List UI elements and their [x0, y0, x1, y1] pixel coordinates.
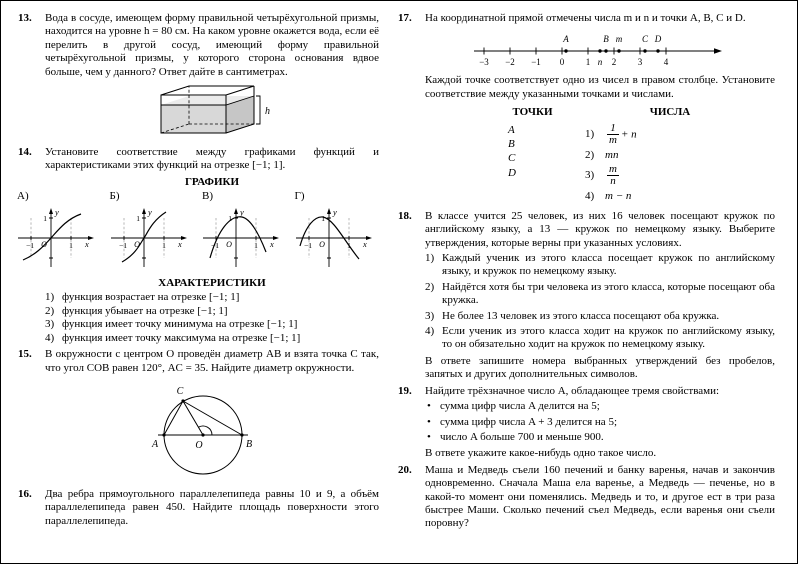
problem-16: [15, 488, 379, 528]
bullet-icon: •: [427, 400, 431, 413]
characteristic-item: [45, 305, 379, 318]
tick-label: 2: [611, 57, 617, 68]
problem-17-instruction: Каждой точке соответствует одно из чисел в правом столбце. Установите соответствие между указанными точками и числами.: [425, 74, 775, 100]
characteristic-text: функция возрастает на отрезке [−1; 1]: [62, 291, 240, 304]
problem-17-text: [425, 12, 775, 207]
statement-text: Найдётся хотя бы три человека из этого класса, которые посещают оба кружка.: [442, 280, 775, 307]
number-item-label: 2): [585, 148, 595, 161]
statement-number: 2): [425, 280, 435, 293]
problem-20-number: 20.: [398, 463, 412, 476]
point-item: A: [508, 123, 515, 136]
bullet-text: число A больше 700 и меньше 900.: [440, 430, 604, 443]
tick-y1: 1: [43, 213, 47, 223]
number-item: [585, 164, 755, 188]
bullet-icon: •: [427, 415, 431, 428]
problem-18-number: 18.: [398, 209, 412, 222]
tick-y1: 1: [320, 213, 325, 223]
tick-label: 0: [559, 57, 565, 68]
problem-17-statement: На координатной прямой отмечены числа m и n и точки A, B, C и D.: [425, 12, 746, 24]
origin-label: O: [318, 239, 325, 249]
tick-y1: 1: [135, 213, 140, 223]
tick-label: −1: [531, 57, 541, 68]
characteristic-number: 4): [45, 331, 55, 344]
problem-16-number: 16.: [18, 487, 32, 500]
point-d-label: D: [654, 34, 662, 45]
axis-x-label: x: [362, 238, 367, 249]
graph-label-a: А): [17, 190, 29, 203]
function-graph-g: [293, 204, 375, 270]
function-graph-b: [108, 204, 190, 270]
problem-15-statement: В окружности с центром O проведён диаметр AB и взята точка C так, что угол COB равен 120°, AC = 35. Найдите диаметр окружности.: [45, 348, 379, 374]
problem-17: [395, 12, 775, 207]
statement-item: [425, 310, 775, 323]
axis-y-label: y: [147, 206, 152, 217]
problem-20-text: Маша и Медведь съели 160 печений и банку варенья, начав и закончив одновременно. Сначала Маша ела варенье, а Медведь — печенье, но в какой-то момент они поменялись. Медведь и то, и другое ест в три раза быстрее Маши. Сколько печений съел Медведь, если варенья они съели поровну?: [425, 463, 775, 530]
graph-label-v: В): [202, 190, 213, 203]
statement-item: [425, 252, 775, 279]
origin-label: O: [226, 239, 232, 249]
point-m-label: m: [615, 34, 623, 45]
point-b-label: B: [603, 34, 609, 45]
graph-label-b: Б): [109, 190, 120, 203]
statement-item: [425, 325, 775, 352]
characteristics-section-title: ХАРАКТЕРИСТИКИ: [158, 277, 266, 290]
numbers-header: ЧИСЛА: [649, 106, 691, 119]
tick-pos1: 1: [346, 240, 351, 250]
tick-neg1: −1: [118, 240, 127, 250]
characteristic-item: [45, 291, 379, 304]
fraction: $\frac{m}{n}$: [609, 162, 617, 188]
tick-y1: 1: [228, 213, 232, 223]
problem-14-number: 14.: [18, 146, 32, 159]
tick-neg1: −1: [303, 240, 312, 250]
statement-text: Не более 13 человек из этого класса посещают оба кружка.: [442, 309, 720, 322]
number-item-expression: [605, 164, 621, 188]
problem-17-number: 17.: [398, 12, 412, 24]
circle-point-c-label: C: [176, 385, 184, 397]
tick-pos1: 1: [69, 240, 73, 250]
bullet-item: [425, 431, 775, 444]
circle-point-b-label: B: [245, 438, 253, 450]
graph-cell-b: [108, 190, 195, 274]
problem-19-statement: Найдите трёхзначное число A, обладающее тремя свойствами:: [425, 384, 720, 397]
characteristic-text: функция имеет точку минимума на отрезке [−1; 1]: [62, 318, 298, 331]
point-item: C: [508, 152, 516, 165]
problem-15: [15, 348, 379, 485]
characteristic-number: 3): [45, 318, 55, 331]
number-item: [585, 123, 755, 147]
number-item-label: 3): [585, 169, 595, 182]
characteristic-item: [45, 332, 379, 345]
statement-number: 1): [425, 252, 435, 265]
number-item-label: 1): [585, 127, 595, 140]
origin-label: O: [41, 239, 47, 249]
characteristic-number: 1): [45, 291, 55, 304]
points-column: [480, 106, 585, 205]
statement-text: Каждый ученик из этого класса посещает кружок по английскому языку, и кружок по немецкому языку.: [442, 252, 775, 278]
tick-label: −2: [505, 57, 515, 68]
problem-19-footer: В ответе укажите какое-нибудь одно такое число.: [425, 447, 657, 460]
tick-neg1: −1: [26, 240, 34, 250]
problem-18-statement: В классе учится 25 человек, из них 16 человек посещают кружок по английскому языку, а 13 — кружок по немецкому языку. Выберите утверждения, которые верны при указанных условиях.: [425, 209, 775, 249]
statement-number: 3): [425, 309, 435, 322]
circle-point-a-label: A: [151, 438, 159, 450]
axis-x-label: x: [177, 238, 182, 249]
match-table: [480, 106, 775, 205]
problem-13: [15, 12, 379, 143]
tick-label: 1: [585, 57, 591, 68]
bullet-item: [425, 400, 775, 413]
point-item: B: [508, 137, 515, 150]
problem-14: [15, 146, 379, 173]
tick-pos1: 1: [254, 240, 258, 250]
statement-number: 4): [425, 325, 435, 338]
characteristics-list: [45, 291, 379, 345]
graph-cell-v: [200, 190, 287, 274]
fraction: $\frac{1}{m}$: [609, 121, 617, 147]
axis-y-label: y: [332, 206, 337, 217]
circle-center-o-label: O: [195, 439, 203, 451]
problem-13-number: 13.: [18, 12, 32, 24]
bullet-text: сумма цифр числа A + 3 делится на 5;: [440, 415, 617, 428]
graphs-section-title: ГРАФИКИ: [184, 175, 240, 188]
tick-label: −3: [479, 57, 489, 68]
graphs-row: [15, 190, 379, 274]
problem-18: [395, 210, 775, 382]
graph-cell-g: [293, 190, 380, 274]
graph-label-g: Г): [294, 190, 305, 203]
number-n-label: n: [597, 57, 603, 68]
problem-19-number: 19.: [398, 384, 412, 397]
numbers-column: [585, 106, 755, 205]
problem-19: [395, 385, 775, 461]
statement-text: Если ученик из этого класса ходит на кружок по английскому языку, то он обязательно ходит на кружок по немецкому языку.: [442, 325, 775, 351]
tick-label: 4: [663, 57, 669, 68]
origin-label: O: [133, 239, 140, 249]
point-a-label: A: [563, 34, 569, 45]
point-item: D: [508, 166, 516, 179]
tick-label: 3: [637, 57, 643, 68]
characteristic-text: функция убывает на отрезке [−1; 1]: [62, 304, 228, 317]
problem-15-text: [45, 348, 379, 485]
problem-15-number: 15.: [18, 348, 32, 361]
axis-x-label: x: [270, 238, 274, 249]
characteristic-item: [45, 318, 379, 331]
tick-neg1: −1: [211, 240, 219, 250]
graph-cell-a: [15, 190, 102, 274]
number-item-expression: mn: [605, 148, 619, 161]
prism-height-label: h: [265, 106, 270, 118]
circle-figure: [127, 379, 297, 483]
problem-18-text: [425, 210, 775, 382]
prism-figure: [146, 83, 278, 141]
numberline-figure: [470, 32, 730, 70]
number-item-label: 4): [585, 189, 595, 202]
number-item-expression: $\frac{1}{m}$ + n: [609, 121, 637, 147]
points-header: ТОЧКИ: [512, 106, 553, 119]
problem-13-text: [45, 12, 379, 143]
problem-14-text: Установите соответствие между графиками функций и характеристиками этих функций на отрезке [−1; 1].: [45, 146, 379, 172]
problem-19-text: [425, 385, 775, 461]
right-column: [395, 9, 775, 559]
bullet-icon: •: [427, 430, 431, 443]
problem-13-statement: Вода в сосуде, имеющем форму правильной четырёхугольной призмы, находится на уровне h = 80 см. На каком уровне окажется вода, если её перелить в другой сосуд, имеющий форму правильной четырёхугольной призмы, у которого сторона основания вдвое больше, чем у данного? Ответ дайте в сантиметрах.: [45, 12, 379, 78]
problem-18-footer: В ответе запишите номера выбранных утверждений без пробелов, запятых и других дополнительных символов.: [425, 354, 775, 381]
function-graph-a: [15, 204, 97, 270]
point-c-label: C: [641, 34, 649, 45]
bullet-text: сумма цифр числа A делится на 5;: [440, 400, 600, 413]
characteristic-text: функция имеет точку максимума на отрезке [−1; 1]: [62, 331, 301, 344]
number-item: [585, 148, 755, 163]
axis-y-label: y: [240, 206, 244, 217]
problem-16-text: Два ребра прямоугольного параллелепипеда равны 10 и 9, а объём параллелепипеда равен 450. Найдите площадь поверхности этого параллелепипеда.: [45, 487, 379, 527]
axis-y-label: y: [55, 206, 59, 217]
axis-x-label: x: [85, 238, 89, 249]
number-item: [585, 189, 755, 204]
tick-pos1: 1: [161, 240, 166, 250]
bullet-item: [425, 416, 775, 429]
statement-item: [425, 281, 775, 308]
left-column: [15, 9, 379, 559]
function-graph-v: [200, 204, 282, 270]
problem-20: [395, 464, 775, 531]
characteristic-number: 2): [45, 304, 55, 317]
number-item-expression: m − n: [605, 189, 632, 202]
